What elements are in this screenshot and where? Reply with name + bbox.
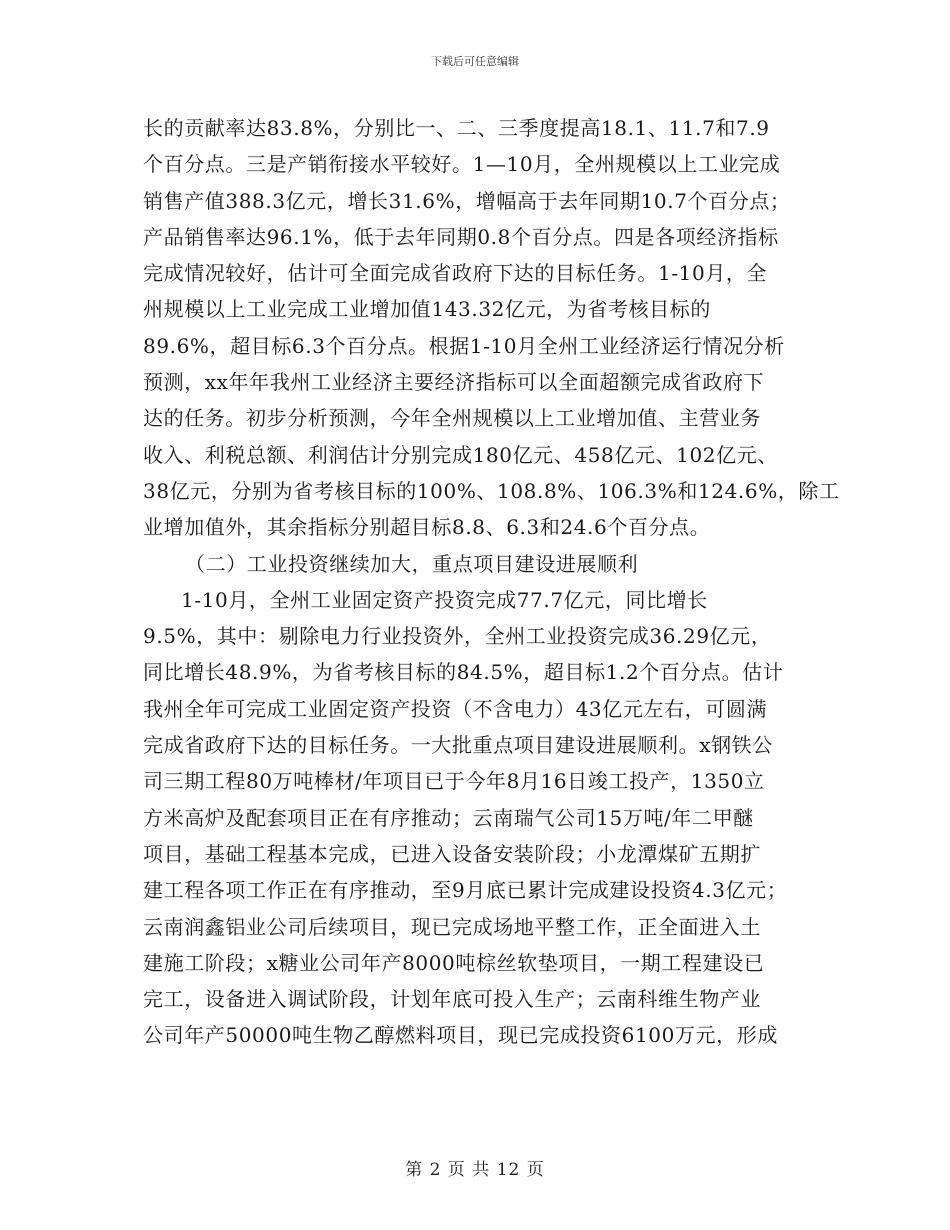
body-line: 司三期工程80万吨棒材/年项目已于今年8月16日竣工投产，1350立 <box>143 769 765 794</box>
body-line: 州规模以上工业完成工业增加值143.32亿元，为省考核目标的 <box>143 297 711 322</box>
body-line: 我州全年可完成工业固定资产投资（不含电力）43亿元左右，可圆满 <box>143 696 768 721</box>
body-line: 收入、利税总额、利润估计分别完成180亿元、458亿元、102亿元、 <box>143 442 778 467</box>
body-line: 完成情况较好，估计可全面完成省政府下达的目标任务。1-10月，全 <box>143 261 768 286</box>
body-line: 89.6%，超目标6.3个百分点。根据1-10月全州工业经济运行情况分析 <box>143 333 785 358</box>
body-line: 产品销售率达96.1%，低于去年同期0.8个百分点。四是各项经济指标 <box>143 224 779 249</box>
page-header-note: 下载后可任意编辑 <box>431 55 519 68</box>
body-line: 业增加值外，其余指标分别超目标8.8、6.3和24.6个百分点。 <box>143 515 711 540</box>
body-line: 建施工阶段；x糖业公司年产8000吨棕丝软垫项目，一期工程建设已 <box>143 950 765 975</box>
body-line: 建工程各项工作正在有序推动，至9月底已累计完成建设投资4.3亿元； <box>143 878 788 903</box>
body-line: 预测，xx年年我州工业经济主要经济指标可以全面超额完成省政府下 <box>143 370 765 395</box>
body-line: 销售产值388.3亿元，增长31.6%，增幅高于去年同期10.7个百分点； <box>143 188 791 213</box>
body-line: 9.5%，其中：剔除电力行业投资外，全州工业投资完成36.29亿元， <box>143 624 772 649</box>
body-line: 公司年产50000吨生物乙醇燃料项目，现已完成投资6100万元，形成 <box>143 1023 778 1048</box>
body-line: 个百分点。三是产销衔接水平较好。1—10月，全州规模以上工业完成 <box>143 152 781 177</box>
page-number: 第 2 页 共 12 页 <box>405 1160 545 1180</box>
body-line: 方米高炉及配套项目正在有序推动；云南瑞气公司15万吨/年二甲醚 <box>143 805 754 830</box>
body-line: 完工，设备进入调试阶段，计划年底可投入生产；云南科维生物产业 <box>143 987 761 1012</box>
body-line: 长的贡献率达83.8%，分别比一、二、三季度提高18.1、11.7和7.9 <box>143 116 770 140</box>
document-body <box>143 110 840 1054</box>
body-line: 云南润鑫铝业公司后续项目，现已完成场地平整工作，正全面进入土 <box>143 914 761 939</box>
section-heading: （二）工业投资继续加大，重点项目建设进展顺利 <box>185 551 639 576</box>
body-line: 38亿元，分别为省考核目标的100%、108.8%、106.3%和124.6%，除工 <box>143 478 840 503</box>
body-line: 同比增长48.9%，为省考核目标的84.5%，超目标1.2个百分点。估计 <box>143 660 784 685</box>
body-line: 完成省政府下达的目标任务。一大批重点项目建设进展顺利。x钢铁公 <box>143 733 773 758</box>
body-line: 达的任务。初步分析预测，今年全州规模以上工业增加值、主营业务 <box>143 406 761 431</box>
body-line: 1-10月，全州工业固定资产投资完成77.7亿元，同比增长 <box>181 587 708 612</box>
body-line: 项目，基础工程基本完成，已进入设备安装阶段；小龙潭煤矿五期扩 <box>143 841 761 866</box>
